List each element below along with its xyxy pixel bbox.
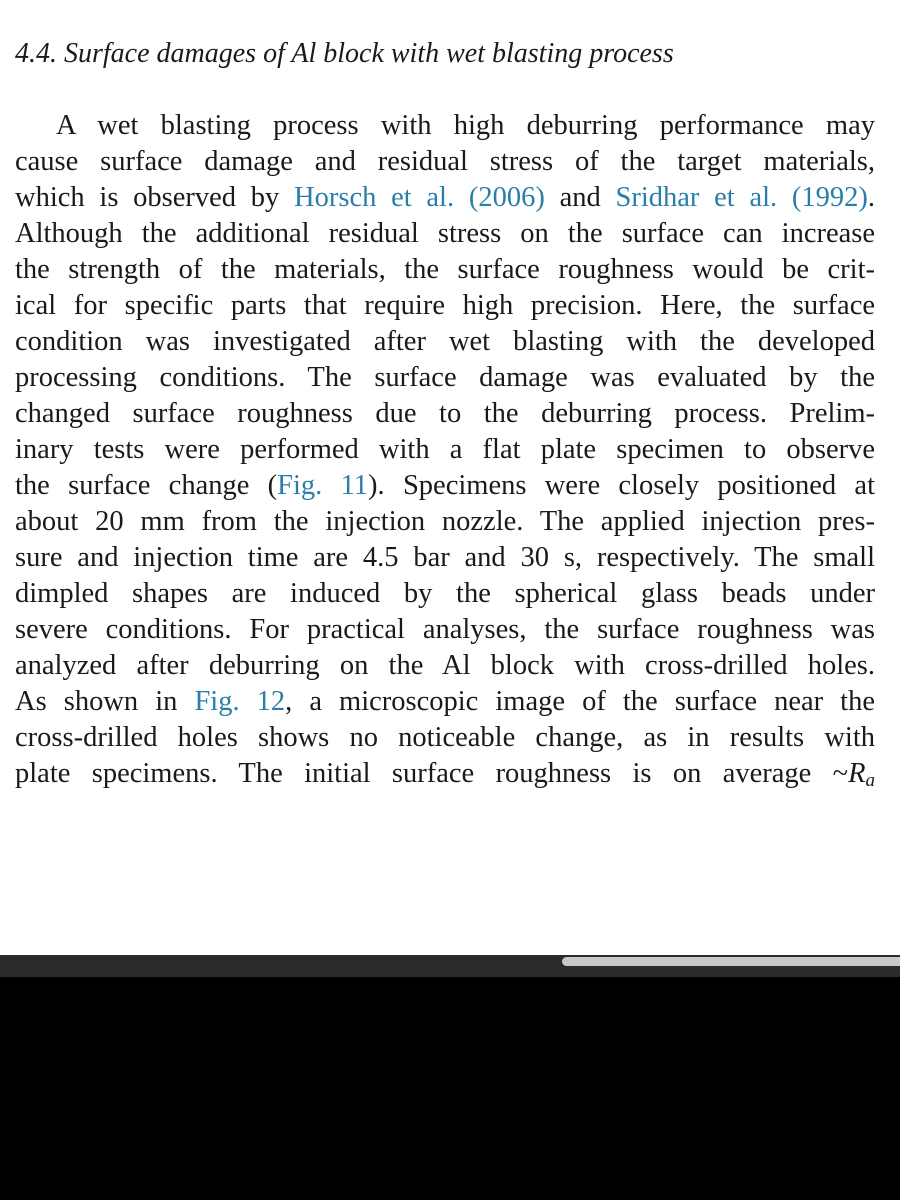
- roughness-symbol-subscript: a: [865, 770, 875, 791]
- text-line: [15, 468, 875, 504]
- text-segment: , a microscopic image of the surface near the: [285, 686, 875, 717]
- text-line: processing conditions. The surface damage was evaluated by the: [15, 362, 875, 393]
- text-line: [15, 684, 875, 720]
- reference-link-horsch-2006[interactable]: Horsch et al. (2006): [294, 182, 545, 213]
- text-segment: .: [867, 182, 875, 213]
- text-segment: the surface change (: [15, 470, 278, 501]
- reference-link-sridhar-1992[interactable]: Sridhar et al. (1992): [615, 182, 868, 213]
- roughness-symbol: [848, 758, 875, 789]
- text-line: ical for specific parts that require high precision. Here, the surface: [15, 290, 875, 321]
- text-line: sure and injection time are 4.5 bar and 30 s, respectively. The small: [15, 542, 875, 573]
- text-line: [15, 756, 875, 792]
- text-segment: and: [544, 182, 616, 213]
- text-line: dimpled shapes are induced by the spherical glass beads under: [15, 578, 875, 609]
- text-segment: ). Specimens were closely positioned at: [368, 470, 876, 501]
- text-line: cause surface damage and residual stress of the target materials,: [15, 146, 875, 177]
- text-line: severe conditions. For practical analyses, the surface roughness was: [15, 614, 875, 645]
- scrollbar-thumb[interactable]: [562, 957, 900, 966]
- text-line: [15, 180, 875, 216]
- text-line: condition was investigated after wet blasting with the developed: [15, 326, 875, 357]
- text-segment: As shown in: [15, 686, 195, 717]
- text-line: Although the additional residual stress on the surface can increase: [15, 218, 875, 249]
- figure-link-fig-11[interactable]: Fig. 11: [277, 470, 369, 501]
- text-line: changed surface roughness due to the deburring process. Prelim-: [15, 398, 875, 429]
- text-segment: which is observed by: [15, 182, 295, 213]
- text-line: cross-drilled holes shows no noticeable change, as in results with: [15, 722, 875, 753]
- screen-blank-area: [0, 977, 900, 1200]
- horizontal-scrollbar[interactable]: [0, 955, 900, 963]
- section-heading: 4.4. Surface damages of Al block with wet blasting process: [15, 38, 674, 69]
- figure-link-fig-12[interactable]: Fig. 12: [194, 686, 286, 717]
- text-line: inary tests were performed with a flat plate specimen to observe: [15, 434, 875, 465]
- text-line: the strength of the materials, the surface roughness would be crit-: [15, 254, 875, 285]
- text-segment: plate specimens. The initial surface roughness is on average ~: [15, 758, 849, 789]
- text-line: A wet blasting process with high deburring performance may: [56, 110, 875, 141]
- roughness-symbol-letter: R: [848, 758, 866, 789]
- text-line: about 20 mm from the injection nozzle. The applied injection pres-: [15, 506, 875, 537]
- body-paragraph: [15, 108, 875, 792]
- text-line: analyzed after deburring on the Al block with cross-drilled holes.: [15, 650, 875, 681]
